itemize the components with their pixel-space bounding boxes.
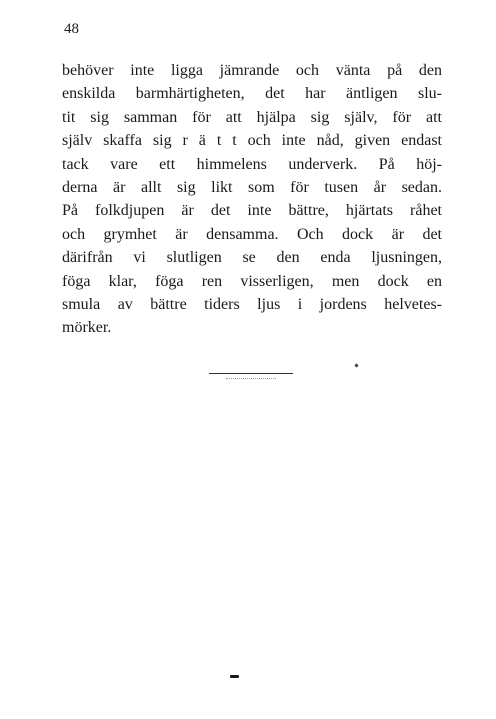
bottom-ink-mark <box>230 675 239 678</box>
text-line: föga klar, föga ren visserligen, men dock en <box>62 272 442 290</box>
ink-speck <box>354 363 358 367</box>
text-line: därifrån vi slutligen se den enda ljusningen, <box>62 249 442 267</box>
text-line: och grymhet är densamma. Och dock är det <box>62 225 442 243</box>
text-line: själv skaffa sig r ä t t och inte nåd, given endast <box>62 132 442 150</box>
text-line: smula av bättre tiders ljus i jordens helvetes- <box>62 295 442 313</box>
text-line: behöver inte ligga jämrande och vänta på den <box>62 62 442 79</box>
text-line: mörker. <box>62 319 112 337</box>
divider-shadow <box>226 378 276 379</box>
text-line: På folkdjupen är det inte bättre, hjärtats råhet <box>62 202 442 220</box>
text-line: tack vare ett himmelens underverk. På höj- <box>62 155 442 173</box>
body-text <box>62 59 442 340</box>
page-number: 48 <box>64 21 79 37</box>
text-line: tit sig samman för att hjälpa sig själv, för att <box>62 108 442 126</box>
section-divider-rule <box>209 373 293 374</box>
text-line: derna är allt sig likt som för tusen år sedan. <box>62 178 442 196</box>
text-line: enskilda barmhärtigheten, det har äntligen slu- <box>62 85 442 103</box>
